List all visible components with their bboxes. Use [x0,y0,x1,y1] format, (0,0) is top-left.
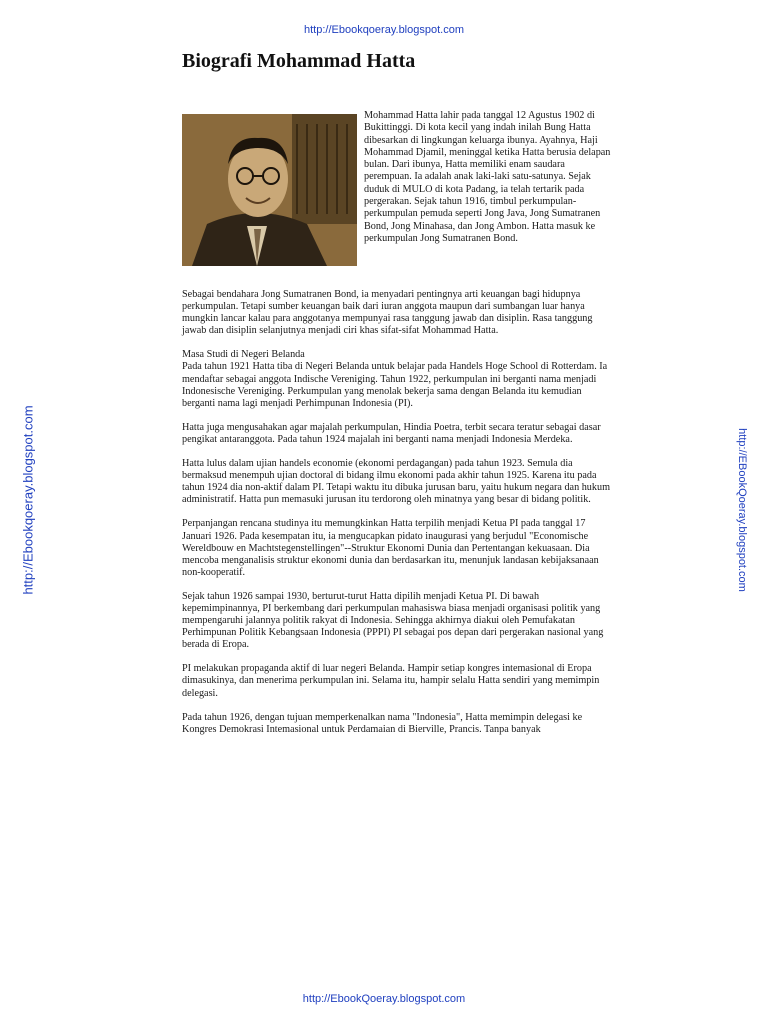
header-url[interactable]: http://Ebookqoeray.blogspot.com [303,24,464,36]
portrait-photo [182,114,357,266]
page-title: Biografi Mohammad Hatta [182,50,416,72]
right-margin-url[interactable]: http://EBookQoeray.blogspot.com [736,428,748,592]
paragraph: Pada tahun 1921 Hatta tiba di Negeri Belanda untuk belajar pada Handels Hoge School di Rotterdam. Ia mendaftar sebagai anggota Indische Vereniging. Tahun 1922, perkumpulan ini berganti nama menjadi Indonesische Vereniging. Perkumpulan yang menolak bekerja sama dengan Belanda itu kemudian berganti nama lagi menjadi Perhimpunan Indonesia (PI). [182,361,608,409]
paragraph: Perpanjangan rencana studinya itu memungkinkan Hatta terpilih menjadi Ketua PI pada tanggal 17 Januari 1926. Pada kesempatan itu, ia mengucapkan pidato inaugurasi yang berjudul "Economische Wereldbouw en Machtstegenstellingen"--Struktur Ekonomi Dunia dan Pertentangan kekuasaan. Dia mencoba menganalisis struktur ekonomi dunia dan berdasarkan itu, menunjuk landasan kebijaksanaan non-kooperatif. [182,518,599,578]
paragraph: Sebagai bendahara Jong Sumatranen Bond, ia menyadari pentingnya arti keuangan bagi hidupnya perkumpulan. Tetapi sumber keuangan baik dari iuran anggota maupun dari sumbangan luar hanya mungkin lancar kalau para anggotanya mempunyai rasa tanggung jawab dan disiplin. Rasa tanggung jawab dan disiplin selanjutnya menjadi ciri khas sifat-sifat Mohammad Hatta. [182,289,593,337]
article-body [182,289,612,748]
left-margin-url[interactable]: http://Ebookqoeray.blogspot.com [20,405,36,595]
paragraph: PI melakukan propaganda aktif di luar negeri Belanda. Hampir setiap kongres intemasional di Eropa dimasukinya, dan menerima perkumpulan ini. Selama itu, hampir selalu Hatta sendiri yang memimpin delegasi. [182,663,600,699]
paragraph: Hatta lulus dalam ujian handels economie (ekonomi perdagangan) pada tahun 1923. Semula dia bermaksud menempuh ujian doctoral di bidang ilmu ekonomi pada akhir tahun 1925. Karena itu pada tahun 1924 dia non-aktif dalam PI. Tetapi waktu itu dibuka jurusan baru, yaitu hukum negara dan hukum administratif. Hatta pun memasuki jurusan itu terdorong oleh minatnya yang besar di bidang politik. [182,458,611,506]
section-block [182,349,612,409]
section-heading: Masa Studi di Negeri Belanda [182,349,305,361]
paragraph: Hatta juga mengusahakan agar majalah perkumpulan, Hindia Poetra, terbit secara teratur sebagai dasar pengikat antaranggota. Pada tahun 1924 majalah ini berganti nama menjadi Indonesia Merdeka. [182,421,601,445]
paragraph: Pada tahun 1926, dengan tujuan memperkenalkan nama "Indonesia", Hatta memimpin delegasi ke Kongres Demokrasi Intemasional untuk Perdamaian di Bierville, Prancis. Tanpa banyak [182,711,583,735]
paragraph: Sejak tahun 1926 sampai 1930, berturut-turut Hatta dipilih menjadi Ketua PI. Di bawah kepemimpinannya, PI berkembang dari perkumpulan mahasiswa biasa menjadi organisasi politik yang mempengaruhi jalannya politik rakyat di Indonesia. Sehingga akhirnya diakui oleh Pemufakatan Perhimpunan Politik Kebangsaan Indonesia (PPPI) PI sebagai pos depan dari pergerakan nasional yang berada di Eropa. [182,590,604,651]
intro-paragraph: Mohammad Hatta lahir pada tanggal 12 Agustus 1902 di Bukittinggi. Di kota kecil yang indah inilah Bung Hatta dibesarkan di lingkungan keluarga ibunya. Ayahnya, Haji Mohammad Djamil, meninggal ketika Hatta berusia delapan bulan. Dari ibunya, Hatta memiliki enam saudara perempuan. Ia adalah anak laki-laki satu-satunya. Sejak duduk di MULO di kota Padang, ia telah tertarik pada pergerakan. Sejak tahun 1916, timbul perkumpulan-perkumpulan pemuda seperti Jong Java, Jong Sumatranen Bond, Jong Minahasa, dan Jong Ambon. Hatta masuk ke perkumpulan Jong Sumatranen Bond. [364,110,611,244]
footer-url[interactable]: http://EbookQoeray.blogspot.com [302,993,466,1005]
